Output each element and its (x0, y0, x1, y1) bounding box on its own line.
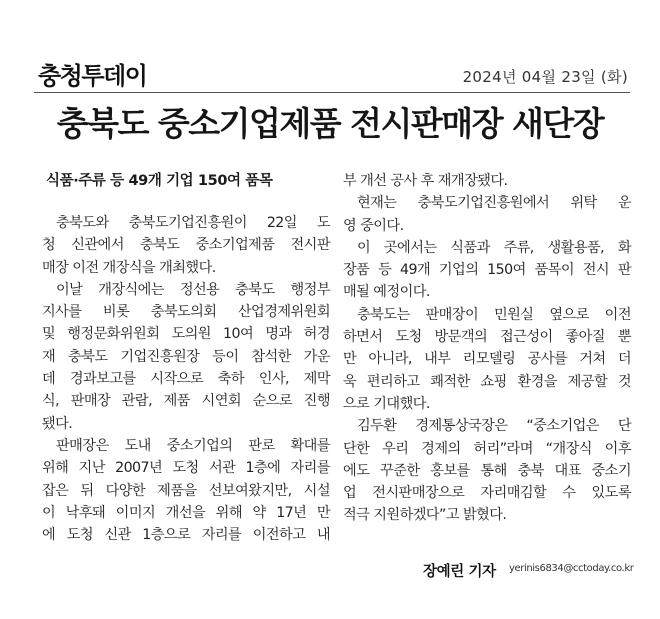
body-line: 및 행정문화위원회 도의원 10여 명과 허경 (42, 326, 330, 343)
body-line: 재 충북도 기업진흥원장 등이 참석한 가운 (42, 348, 330, 365)
body-line: 업 전시판매장으로 자리매김할 수 있도록 (343, 485, 631, 502)
body-line: 이 낙후돼 이미지 개선을 위해 약 17년 만 (42, 504, 330, 521)
body-line: 적극 지원하겠다”고 밝혔다. (343, 507, 507, 524)
body-line: 데 경과보고를 시작으로 축하 인사, 제막 (42, 371, 330, 388)
article-column-left (42, 170, 330, 546)
body-line: 청 신관에서 충북도 중소기업제품 전시판 (42, 237, 330, 254)
reporter-email: yerinis6834@cctoday.co.kr (509, 563, 634, 574)
body-line: 장품 등 49개 기업의 150여 품목이 전시 판 (343, 262, 631, 279)
body-line: 에도 꾸준한 홍보를 통해 충북 대표 중소기 (343, 462, 631, 479)
newspaper-logo: 충청투데이 (38, 62, 147, 90)
masthead-divider (34, 92, 630, 93)
body-line: 영 중이다. (343, 217, 404, 234)
body-line: 으로 기대했다. (343, 395, 430, 412)
body-line: 부 개선 공사 후 재개장됐다. (343, 173, 508, 189)
body-line: 충북도는 판매장이 민원실 옆으로 이전 (357, 306, 631, 323)
subheadline-spacer (42, 192, 330, 212)
body-line: 김두환 경제통상국장은 “중소기업은 단 (357, 418, 631, 435)
article-column-right (343, 170, 631, 527)
body-line: 이 곳에서는 식품과 주류, 생활용품, 화 (357, 239, 631, 256)
body-line: 하면서 도청 방문객의 접근성이 좋아질 뿐 (343, 329, 631, 346)
body-line: 단한 우리 경제의 허리”라며 “개장식 이후 (343, 440, 631, 457)
body-line: 잡은 뒤 다양한 제품을 선보여왔지만, 시설 (42, 482, 330, 499)
body-line: 만 아니라, 내부 리모델링 공사를 거쳐 더 (343, 351, 631, 368)
reporter-name: 장예린 기자 (423, 564, 496, 580)
article-headline: 충북도 중소기업제품 전시판매장 새단장 (56, 104, 604, 143)
masthead (34, 54, 628, 94)
body-line: 식, 판매장 관람, 제품 시연회 순으로 진행 (42, 393, 330, 410)
body-line: 됐다. (42, 415, 73, 432)
publication-date: 2024년 04월 23일 (화) (462, 68, 628, 86)
body-line: 매될 예정이다. (343, 284, 430, 301)
byline (343, 560, 635, 584)
body-line: 지사를 비롯 충북도의회 산업경제위원회 (42, 304, 330, 321)
body-line: 욱 편리하고 쾌적한 쇼핑 환경을 제공할 것 (343, 373, 631, 390)
body-line: 위해 지난 2007년 도청 서관 1층에 자리를 (42, 460, 330, 477)
body-line: 에 도청 신관 1층으로 자리를 이전하고 내 (42, 527, 330, 544)
body-line: 매장 이전 개장식을 개최했다. (42, 259, 216, 276)
body-line: 이날 개장식에는 정선용 충북도 행정부 (56, 281, 330, 298)
body-line: 판매장은 도내 중소기업의 판로 확대를 (56, 437, 330, 454)
article-subheadline: 식품·주류 등 49개 기업 150여 품목 (46, 173, 273, 189)
body-line: 충북도와 충북도기업진흥원이 22일 도 (56, 215, 330, 231)
body-line: 현재는 충북도기업진흥원에서 위탁 운 (357, 195, 631, 212)
